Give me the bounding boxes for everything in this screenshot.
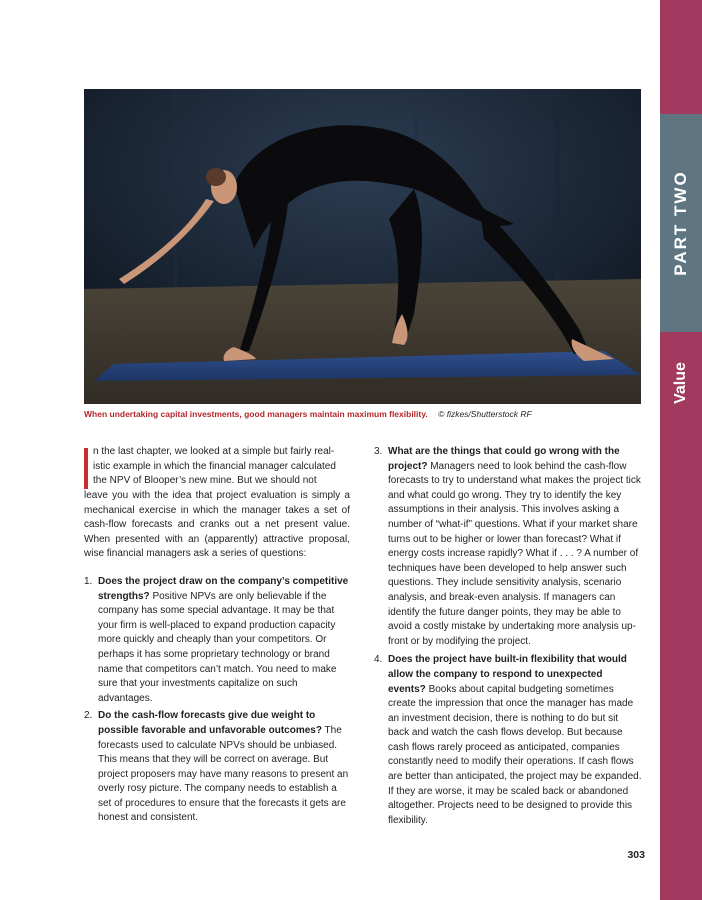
part-label: PART TWO xyxy=(671,170,690,276)
intro-rest: leave you with the idea that project evaluation is simply a mechanical exercise in which the manager takes a set of cash-flow forecasts and cranks out a net present value. When presented with an (apparently) attractive proposal, wise financial managers ask a series of questions: xyxy=(84,490,350,560)
section-label: Value xyxy=(672,362,689,404)
intro-paragraph xyxy=(84,445,350,562)
question-item xyxy=(84,575,350,706)
yoga-pose-photo xyxy=(84,89,641,404)
right-column xyxy=(374,445,642,831)
intro-line-1: n the last chapter, we looked at a simple but fairly real- xyxy=(93,446,335,457)
question-heading: Do the cash-flow forecasts give due weight to possible favorable and unfavorable outcomes? xyxy=(98,710,322,736)
caption-text: When undertaking capital investments, good managers maintain maximum flexibility. xyxy=(84,409,428,419)
question-number: 3. xyxy=(374,446,383,457)
intro-line-3: the NPV of Blooper’s new mine. But we should not xyxy=(93,475,317,487)
photo-caption xyxy=(84,408,644,420)
question-body: Managers need to look behind the cash-flow forecasts to try to understand what makes the project tick and what could go wrong. They try to identify the key assumptions in their analysis. This involves asking a number of “what-if” questions. What if your market share turns out to be higher or lower than forecast? What if energy costs increase rapidly? What if . . . ? A number of techniques have been developed to help answer such questions. They include sensitivity analysis, scenario analysis, and break-even analysis. If managers can identify the future danger points, they may be able to avoid a costly mistake by undertaking more analysis up-front or by modifying the project. xyxy=(388,460,641,647)
question-body: The forecasts used to calculate NPVs should be unbiased. This means that they will be correct on average. But project proposers may have many reasons to present an overly rosy picture. The company needs to establish a set of procedures to ensure that the forecasts it gets are honest and consistent. xyxy=(98,724,349,824)
question-number: 1. xyxy=(84,575,93,587)
left-column xyxy=(84,445,350,829)
drop-cap-bar xyxy=(84,448,88,489)
question-body: Positive NPVs are only believable if the company has some special advantage. It may be that your firm is well-placed to expand production capacity more quickly and cheaply than your competitors. Or perhaps it has some proprietary technology or brand name that competitors can’t match. You need to make sure that your investments capitalize on such advantages. xyxy=(98,590,337,704)
page-number: 303 xyxy=(627,849,645,861)
question-number: 4. xyxy=(374,654,383,666)
question-item xyxy=(374,653,642,828)
question-body: Books about capital budgeting sometimes create the impression that once the manager has made an investment decision, there is nothing to do but sit back and watch the cash flows develop. But because cash flows rarely proceed as anticipated, companies constantly need to modify their operations. If cash flows are better than anticipated, the project may be expanded. If they are worse, it may be scaled back or abandoned altogether. Projects need to be designed to provide this flexibility. xyxy=(388,683,642,826)
question-item xyxy=(374,445,642,649)
sidebar-top-band xyxy=(660,0,702,114)
question-heading: What are the things that could go wrong with the project? xyxy=(388,446,620,472)
question-number: 2. xyxy=(84,710,93,722)
photo-credit: © fizkes/Shutterstock RF xyxy=(438,409,532,419)
question-item xyxy=(84,709,350,826)
intro-line-2: istic example in which the financial manager calculated xyxy=(93,460,336,472)
question-heading: Does the project have built-in flexibility that would allow the company to respond to unexpected events? xyxy=(388,654,627,695)
question-heading: Does the project draw on the company’s competitive strengths? xyxy=(98,575,349,602)
